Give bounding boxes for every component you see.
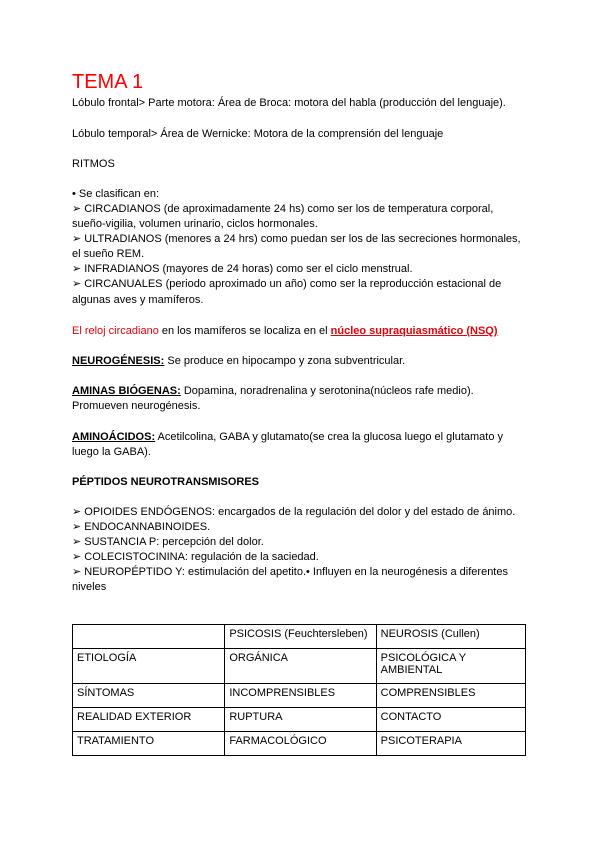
- text-line: • Se clasifican en:: [72, 188, 160, 200]
- table-cell: RUPTURA: [225, 708, 376, 732]
- aminas-label: AMINAS BIÓGENAS:: [72, 385, 181, 397]
- table-cell: PSICOTERAPIA: [376, 732, 525, 756]
- reloj-middle-text: en los mamíferos se localiza en el: [158, 325, 331, 337]
- table-cell: COMPRENSIBLES: [376, 684, 525, 708]
- aminas-paragraph: [72, 384, 474, 400]
- table-cell: PSICOSIS (Feuchtersleben): [225, 625, 376, 649]
- list-item-cont: el sueño REM.: [72, 248, 145, 260]
- table-cell: INCOMPRENSIBLES: [225, 684, 376, 708]
- peptidos-item: ➢ NEUROPÉPTIDO Y: estimulación del apetito.• Influyen en la neurogénesis a diferentes: [72, 566, 508, 578]
- table-cell: TRATAMIENTO: [73, 732, 225, 756]
- table-cell: CONTACTO: [376, 708, 525, 732]
- peptidos-item: ➢ ENDOCANNABINOIDES.: [72, 521, 211, 533]
- aminoacidos-line2: luego la GABA).: [72, 446, 151, 458]
- table-row: [73, 649, 526, 684]
- aminas-text: Dopamina, noradrenalina y serotonina(núcleos rafe medio).: [180, 385, 474, 397]
- table-header-row: [73, 625, 526, 649]
- table-cell: NEUROSIS (Cullen): [376, 625, 525, 649]
- neurogenesis-paragraph: [72, 354, 405, 370]
- table-cell: SÍNTOMAS: [73, 684, 225, 708]
- neurogenesis-text: Se produce en hipocampo y zona subventricular.: [164, 355, 406, 367]
- text-line: Lóbulo frontal> Parte motora: Área de Broca: motora del habla (producción del lenguaje).: [72, 97, 506, 109]
- peptidos-item-cont: niveles: [72, 581, 107, 593]
- table-row: [73, 732, 526, 756]
- peptidos-item: ➢ SUSTANCIA P: percepción del dolor.: [72, 536, 264, 548]
- aminas-line2: Promueven neurogénesis.: [72, 400, 201, 412]
- reloj-paragraph: [72, 324, 498, 340]
- section-heading: RITMOS: [72, 158, 115, 170]
- list-item: ➢ CIRCANUALES (periodo aproximado un año) como ser la reproducción estacional de: [72, 278, 502, 290]
- table-cell: FARMACOLÓGICO: [225, 732, 376, 756]
- list-item: ➢ CIRCADIANOS (de aproximadamente 24 hs) como ser los de temperatura corporal,: [72, 203, 494, 215]
- aminoacidos-paragraph: [72, 430, 503, 446]
- table-row: [73, 708, 526, 732]
- table-cell: PSICOLÓGICA Y AMBIENTAL: [376, 649, 525, 684]
- table-row: [73, 684, 526, 708]
- aminoacidos-label: AMINOÁCIDOS:: [72, 431, 156, 443]
- text-line: Lóbulo temporal> Área de Wernicke: Motora de la comprensión del lenguaje: [72, 128, 444, 140]
- neurogenesis-label: NEUROGÉNESIS:: [72, 355, 165, 367]
- list-item-cont: sueño-vigilia, volumen urinario, ciclos hormonales.: [72, 218, 318, 230]
- reloj-red-text: El reloj circadiano: [72, 325, 159, 337]
- aminoacidos-text: Acetilcolina, GABA y glutamato(se crea la glucosa luego el glutamato y: [155, 431, 504, 443]
- page-title: TEMA 1: [72, 71, 144, 93]
- list-item-cont: algunas aves y mamíferos.: [72, 294, 204, 306]
- peptidos-item: ➢ COLECISTOCININA: regulación de la saciedad.: [72, 551, 319, 563]
- list-item: ➢ INFRADIANOS (mayores de 24 horas) como ser el ciclo menstrual.: [72, 263, 413, 275]
- table-cell: ORGÁNICA: [225, 649, 376, 684]
- peptidos-heading: PÉPTIDOS NEUROTRANSMISORES: [72, 476, 260, 488]
- list-item: ➢ ULTRADIANOS (menores a 24 hrs) como puedan ser los de las secreciones hormonales,: [72, 233, 521, 245]
- nsq-link[interactable]: núcleo supraquiasmático (NSQ): [330, 325, 498, 337]
- peptidos-item: ➢ OPIOIDES ENDÓGENOS: encargados de la regulación del dolor y del estado de ánimo.: [72, 506, 516, 518]
- table-cell: ETIOLOGÍA: [73, 649, 225, 684]
- table-cell: REALIDAD EXTERIOR: [73, 708, 225, 732]
- table-cell: [73, 625, 225, 649]
- comparison-table: [72, 624, 526, 756]
